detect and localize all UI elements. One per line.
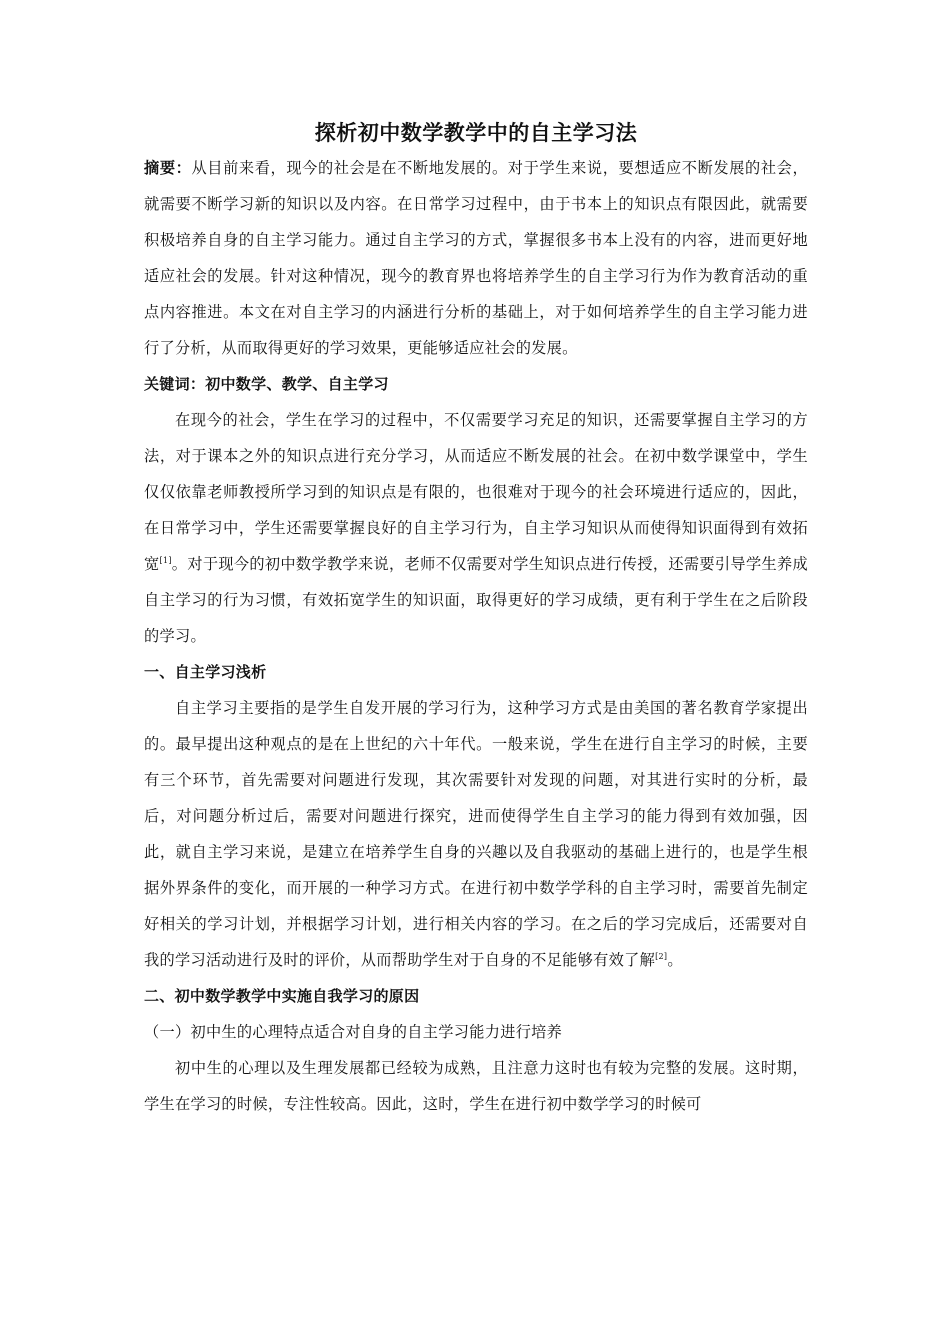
section2-subheading: （一）初中生的心理特点适合对自身的自主学习能力进行培养 — [144, 1023, 563, 1041]
intro-paragraph — [144, 402, 808, 654]
section1-text-part1: 自主学习主要指的是学生自发开展的学习行为，这种学习方式是由美国的著名教育学家提出的。最早提出这种观点的是在上世纪的六十年代。一般来说，学生在进行自主学习的时候，主要有三个环节，首先需要对问题进行发现，其次需要针对发现的问题，对其进行实时的分析，最后，对问题分析过后，需要对问题进行探究，进而使得学生自主学习的能力得到有效加强，因此，就自主学习来说，是建立在培养学生自身的兴趣以及自我驱动的基础上进行的，也是学生根据外界条件的变化，而开展的一种学习方式。在进行初中数学学科的自主学习时，需要首先制定好相关的学习计划，并根据学习计划，进行相关内容的学习。在之后的学习完成后，还需要对自我的学习活动进行及时的评价，从而帮助学生对于自身的不足能够有效了解 — [144, 699, 808, 969]
abstract-paragraph — [144, 150, 808, 366]
section2-heading: 二、初中数学教学中实施自我学习的原因 — [144, 987, 420, 1005]
section1-text-part2: 。 — [667, 951, 683, 969]
abstract-label: 摘要： — [144, 159, 192, 177]
keywords-line: 关键词：初中数学、教学、自主学习 — [144, 375, 389, 393]
section1-heading: 一、自主学习浅析 — [144, 663, 267, 681]
citation-ref-2: [2] — [655, 951, 668, 961]
intro-text-part1: 在现今的社会，学生在学习的过程中，不仅需要学习充足的知识，还需要掌握自主学习的方法，对于课本之外的知识点进行充分学习，从而适应不断发展的社会。在初中数学课堂中，学生仅仅依靠老师教授所学习到的知识点是有限的，也很难对于现今的社会环境进行适应的，因此，在日常学习中，学生还需要掌握良好的自主学习行为，自主学习知识从而使得知识面得到有效拓宽 — [144, 411, 808, 573]
abstract-text: 从目前来看，现今的社会是在不断地发展的。对于学生来说，要想适应不断发展的社会，就需要不断学习新的知识以及内容。在日常学习过程中，由于书本上的知识点有限因此，就需要积极培养自身的自主学习能力。通过自主学习的方式，掌握很多书本上没有的内容，进而更好地适应社会的发展。针对这种情况，现今的教育界也将培养学生的自主学习行为作为教育活动的重点内容推进。本文在对自主学习的内涵进行分析的基础上，对于如何培养学生的自主学习能力进行了分析，从而取得更好的学习效果，更能够适应社会的发展。 — [144, 159, 808, 357]
document-page — [144, 118, 808, 1122]
intro-text-part2: 。对于现今的初中数学教学来说，老师不仅需要对学生知识点进行传授，还需要引导学生养成自主学习的行为习惯，有效拓宽学生的知识面，取得更好的学习成绩，更有利于学生在之后阶段的学习。 — [144, 555, 808, 645]
section1-paragraph — [144, 690, 808, 978]
section2-paragraph: 初中生的心理以及生理发展都已经较为成熟，且注意力这时也有较为完整的发展。这时期，学生在学习的时候，专注性较高。因此，这时，学生在进行初中数学学习的时候可 — [144, 1059, 808, 1113]
citation-ref-1: [1] — [159, 555, 172, 565]
document-title: 探析初中数学教学中的自主学习法 — [314, 121, 638, 145]
